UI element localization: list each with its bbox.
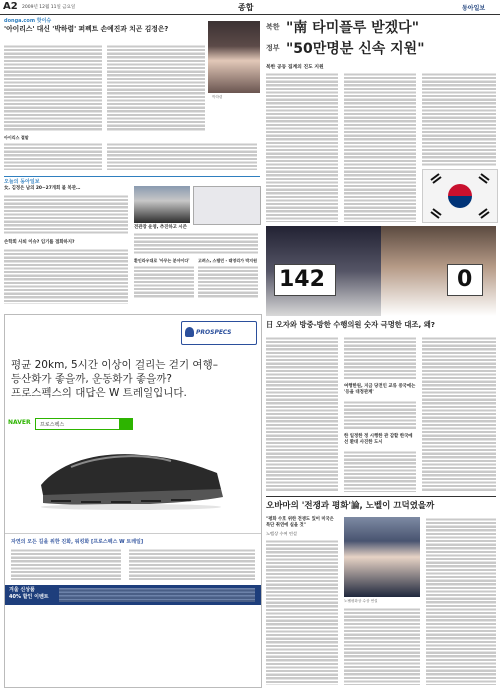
section-title: 종합 [238,3,254,12]
paper-name: 동아일보 [462,5,486,12]
ad-footer-body [59,588,255,602]
ozawa-body-col2b [344,400,416,430]
ad-logo [181,321,257,345]
hot-issue-block [4,17,260,172]
obama-subhead-2: 노벨상 수여 연설 [266,531,297,536]
news-item-3[interactable] [4,240,128,306]
ad-footer [5,585,261,605]
news-item-1[interactable] [4,186,128,236]
page-header [0,0,500,15]
search-query: 프로스펙스 [40,421,65,428]
right-lead-article [266,17,496,222]
lead-body-col2 [344,72,416,222]
score-right-box [447,264,483,296]
ozawa-headline: 日 오자와 방중-방한 수행의원 숫자 극명한 대조, 왜? [266,320,436,329]
hot-issue-body-col1 [4,44,102,132]
hot-issue-body-col4 [107,142,257,170]
photo-tag: 박하렴 [212,95,223,99]
kicker-gov: 정부 [266,44,280,52]
news-item-body [4,194,128,234]
news-item-title: 전관장 운영, 추진하고 시즌 [134,225,187,230]
hot-issue-headline: '아이리스' 대신 '박하렴' 퍼펙트 손예진과 치곤 김정은? [4,25,169,33]
issue-date: 2009년 12월 11일 금요일 [22,5,76,10]
naver-logo: NAVER [8,419,31,426]
news-item-body [198,265,258,299]
score-left-panel [266,226,381,316]
kicker-north: 북한 [266,23,280,31]
search-icon[interactable] [119,419,132,429]
news-photo-team [134,186,190,223]
body-label: 아이리스 결말 [4,135,29,140]
news-photo-sign [193,186,261,225]
ad-brand: PROSPECS [196,329,232,336]
news-item-body [4,248,128,304]
news-item-title: 환인라우대로 '아무는 분야이다' [134,258,190,263]
news-item-2[interactable] [134,225,258,255]
hot-issue-body-col2 [107,44,205,132]
obama-headline: 오바마의 '전쟁과 평화'論, 노벨이 끄덕였을까 [266,501,435,511]
ozawa-box-2: 한 일정한 정 시행한 관 감할 한국에선 환대 사진한 도시 [344,434,413,445]
lead-headline-row-1 [266,17,496,35]
score-photo [266,226,496,316]
ad-bottom-title: 자연의 모든 길을 위한 진화, 워킹화 [프로스펙스 W 트레일] [11,539,144,545]
news-item-body [134,265,194,299]
ad-footer-line-2: 40% 할인 이벤트 [9,594,49,600]
score-left-box [274,264,336,296]
ad-copy-1: 평균 20km, 5시간 이상이 걸리는 걷기 여행– [11,359,218,371]
lead-subhead: 북한 공동 집계의 진도 지원 [266,65,324,70]
obama-body-col2 [344,607,420,685]
flag-image [422,169,498,223]
today-section-bar [4,176,260,185]
obama-body-col1 [266,539,338,685]
score-right-number: 0 [457,267,473,292]
obama-photo-caption: 노벨평화상 수상 연설 [344,599,378,603]
lead-headline-2: "50만명분 신속 지원" [286,41,425,57]
naver-search-bar[interactable] [8,418,133,430]
score-right-panel [381,226,496,316]
ozawa-body-col3 [422,336,496,492]
ozawa-body-col1 [266,336,338,492]
news-item-title: 손학회 사퇴 이슈? 임기를 접화하지? [4,240,75,245]
korea-flag-icon [423,170,497,222]
news-item-4[interactable] [134,258,194,306]
today-section [4,176,260,311]
prospecs-ad[interactable] [4,314,262,688]
ad-bottom-strip [5,533,261,584]
w-logo-icon [185,327,194,337]
ozawa-article [266,320,496,492]
lead-headline-1: "南 타미플루 받겠다" [286,20,420,36]
hot-issue-tag: donga.com 핫이슈 [4,18,52,24]
hot-issue-photo [208,21,260,93]
page-number: A2 [3,1,18,12]
news-item-title: 女, 김정은 남의 20~27개회 불 복관… [4,186,81,191]
ad-copy-3: 프로스펙스의 대답은 W 트레일입니다. [11,387,187,399]
ozawa-body-col2c [344,450,416,492]
today-section-label: 오늘의 동아일보 [4,179,40,185]
score-left-number: 142 [279,267,325,292]
ad-footer-left [9,587,49,601]
ozawa-body-col2 [344,336,416,380]
lead-headline-row-2 [266,38,496,56]
ad-copy-2: 등산화가 좋을까, 운동화가 좋을까? [11,373,172,385]
hot-issue-body-col3 [4,142,102,170]
ad-bottom-body-1 [11,548,121,580]
obama-subhead: "평화 수호 위한 전쟁도 있어 미국은 특단 취연에 실을 것" [266,517,334,528]
ad-bottom-body-2 [129,548,255,580]
news-item-body [134,232,258,254]
lead-body-col1 [266,72,338,222]
obama-photo [344,517,420,597]
news-item-5[interactable] [198,258,258,306]
ad-footer-line-1: 겨울 신상품 [9,587,35,593]
lead-body-col3 [422,72,496,167]
ozawa-box-1: 여행한원, 지금 당전인 교류 중국에는 '등을 대정관계' [344,384,416,395]
obama-body-col3 [426,517,496,685]
shoe-image [31,441,231,511]
obama-article [266,496,496,687]
news-item-title: 고려스, 스템민 - 태영리가 박지원 [198,258,257,263]
